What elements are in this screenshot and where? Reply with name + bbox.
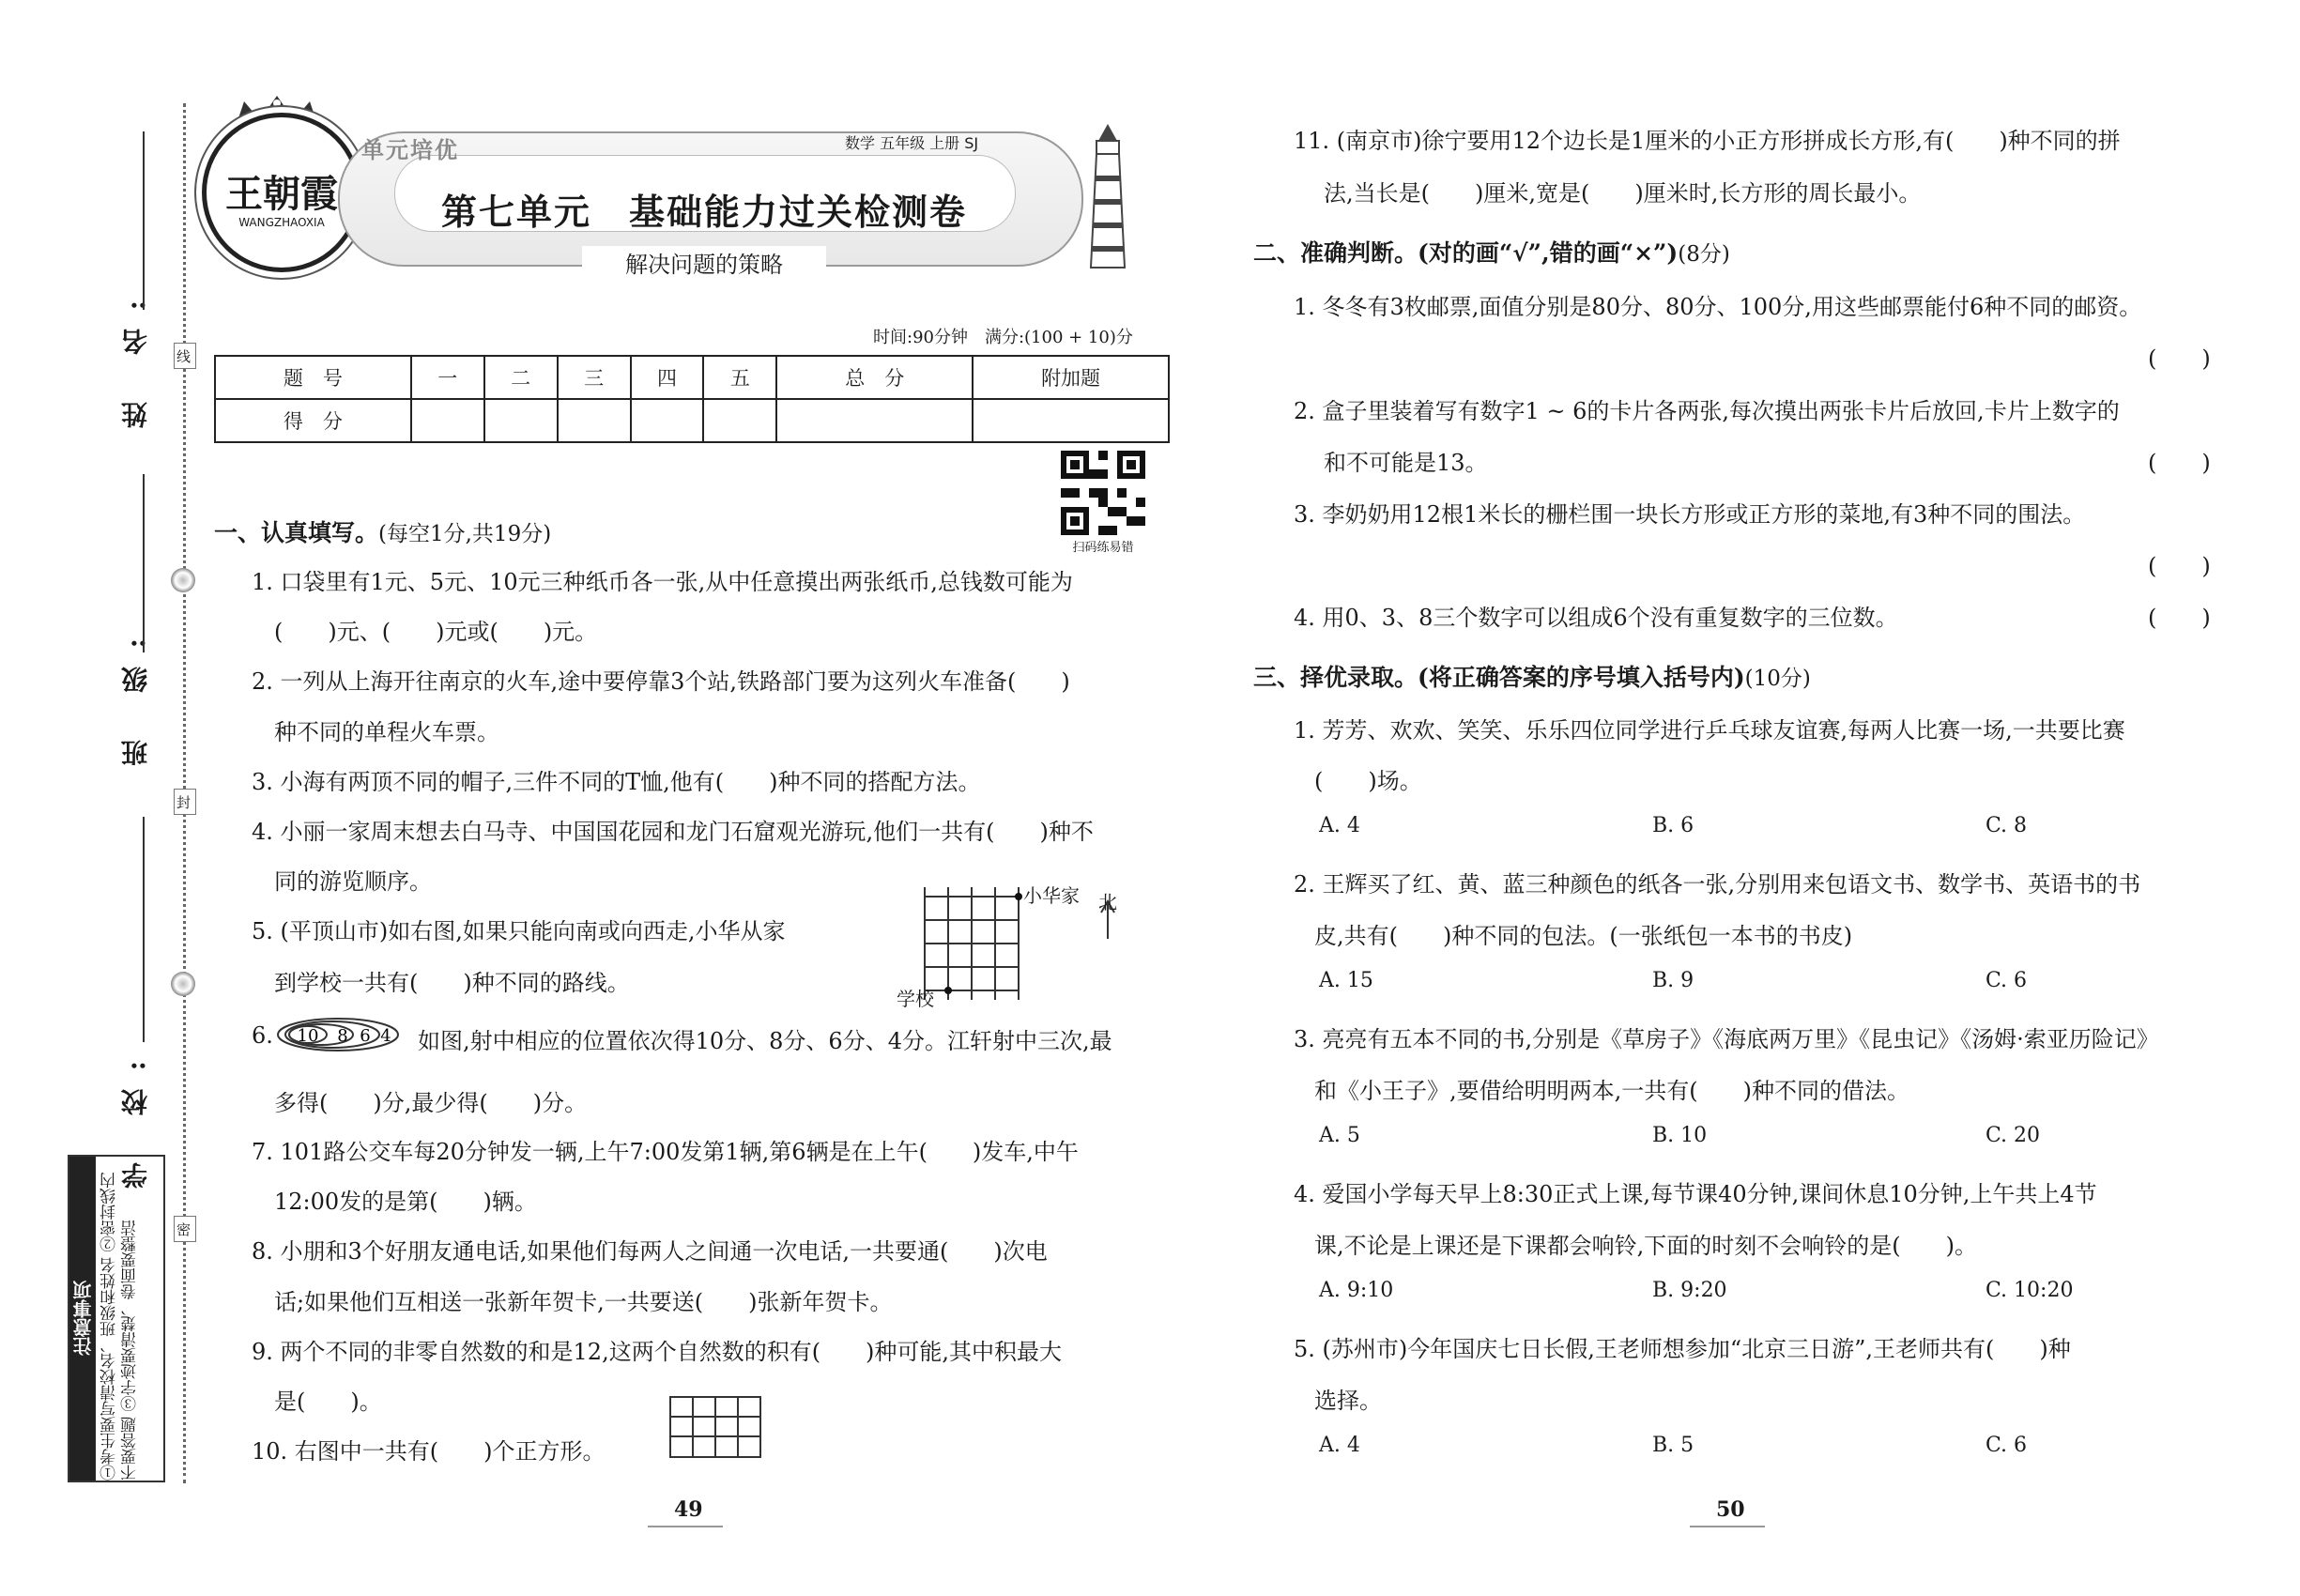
question-text: 2. 盒子里装着写有数字1 ~ 6的卡片各两张,每次摸出两张卡片后放回,卡片上数字的	[1294, 398, 2120, 424]
section-2-label: 二、准确判断。(对的画“√”,错的画“×”)	[1253, 239, 1679, 267]
question-text: 如图,射中相应的位置依次得10分、8分、6分、4分。江轩射中三次,最	[418, 1028, 1112, 1054]
choice-option[interactable]: A. 4	[1319, 1434, 1360, 1457]
question-text: 3. 小海有两顶不同的帽子,三件不同的T恤,他有( )种不同的搭配方法。	[252, 769, 981, 795]
choice-option[interactable]: A. 5	[1319, 1124, 1360, 1147]
choice-option[interactable]: B. 6	[1652, 814, 1694, 837]
question-text: 2. 王辉买了红、黄、蓝三种颜色的纸各一张,分别用来包语文书、数学书、英语书的书	[1294, 871, 2141, 898]
score-cell[interactable]	[558, 399, 631, 442]
question-text: 1. 芳芳、欢欢、笑笑、乐乐四位同学进行乒乓球友谊赛,每两人比赛一场,一共要比赛	[1294, 717, 2125, 744]
qr-code-icon[interactable]	[1061, 451, 1145, 535]
question-text: ( )元、( )元或( )元。	[274, 619, 598, 645]
score-cell[interactable]	[703, 399, 776, 442]
square-grid-figure	[668, 1395, 762, 1459]
question-text: 皮,共有( )种不同的包法。(一张纸包一本书的书皮)	[1314, 923, 1853, 949]
target-label: 8	[337, 1026, 348, 1046]
section-1-points: (每空1分,共19分)	[378, 522, 552, 546]
score-header-cell: 三	[558, 356, 631, 399]
question-text: 是( )。	[274, 1389, 382, 1415]
choice-option[interactable]: B. 9	[1652, 969, 1694, 992]
subject-meta: 数学 五年级 上册 SJ	[845, 134, 979, 152]
section-3-label: 三、择优录取。(将正确答案的序号填入括号内)	[1253, 664, 1745, 691]
question-text: 法,当长是( )厘米,宽是( )厘米时,长方形的周长最小。	[1324, 180, 1922, 207]
question-text: 12:00发的是第( )辆。	[274, 1189, 537, 1215]
question-text: 课,不论是上课还是下课都会响铃,下面的时刻不会响铃的是( )。	[1314, 1233, 1977, 1259]
question-text: 3. 亮亮有五本不同的书,分别是《草房子》《海底两万里》《昆虫记》《汤姆·索亚历险记》	[1294, 1026, 2159, 1052]
section-2-title	[1253, 235, 1730, 269]
binding-ring-icon	[171, 568, 195, 592]
binding-ring-icon	[171, 972, 195, 996]
question-text: 4. 爱国小学每天早上8:30正式上课,每节课40分钟,课间休息10分钟,上午共上4节	[1294, 1181, 2097, 1207]
logo-name: 王朝霞	[225, 172, 338, 216]
question-text: 到学校一共有( )种不同的路线。	[274, 970, 630, 996]
target-label: 4	[380, 1026, 391, 1046]
notice-title: 注意事项	[69, 1157, 96, 1481]
page-ornament	[648, 1526, 723, 1527]
choice-option[interactable]: A. 15	[1319, 969, 1373, 992]
question-text: 多得( )分,最少得( )分。	[274, 1090, 588, 1116]
seal-mark-close: 密	[174, 1216, 196, 1242]
score-header-cell: 一	[411, 356, 484, 399]
seal-mark-seal: 封	[174, 789, 196, 815]
score-value-row	[215, 399, 1169, 442]
score-header-cell: 五	[703, 356, 776, 399]
question-text: 1. 口袋里有1元、5元、10元三种纸币各一张,从中任意摸出两张纸币,总钱数可能为	[252, 569, 1073, 595]
class-label: 班 级:	[120, 620, 151, 767]
map-home-label: 小华家	[1023, 884, 1080, 907]
question-text: 4. 用0、3、8三个数字可以组成6个没有重复数字的三位数。	[1294, 605, 1898, 631]
target-label: 10	[297, 1026, 319, 1046]
seal-mark-line: 线	[174, 343, 196, 369]
score-header-row	[215, 356, 1169, 399]
answer-paren[interactable]: ( )	[2148, 605, 2211, 631]
choice-option[interactable]: A. 4	[1319, 814, 1360, 837]
page-ornament	[1690, 1526, 1765, 1527]
question-text: 7. 101路公交车每20分钟发一辆,上午7:00发第1辆,第6辆是在上午( )发车,中午	[252, 1139, 1079, 1165]
question-text: 5. (平顶山市)如右图,如果只能向南或向西走,小华从家	[252, 918, 786, 944]
page-title: 第七单元 基础能力过关检测卷	[440, 192, 967, 233]
question-text: 4. 小丽一家周末想去白马寺、中国国花园和龙门石窟观光游玩,他们一共有( )种不	[252, 819, 1094, 845]
choice-option[interactable]: C. 8	[1986, 814, 2028, 837]
score-row-label: 得 分	[215, 399, 411, 442]
qr-caption: 扫码练易错	[1072, 541, 1134, 555]
page-subtitle: 解决问题的策略	[582, 246, 826, 279]
name-blank[interactable]	[143, 131, 145, 310]
choice-option[interactable]: C. 20	[1986, 1124, 2041, 1147]
section-3-title	[1253, 659, 1811, 693]
section-1-title	[214, 514, 551, 548]
question-text: 10. 右图中一共有( )个正方形。	[252, 1438, 606, 1465]
score-cell[interactable]	[484, 399, 558, 442]
map-north-label: 北	[1098, 891, 1117, 913]
question-text: 8. 小朋和3个好朋友通电话,如果他们每两人之间通一次电话,一共要通( )次电	[252, 1238, 1048, 1265]
score-cell[interactable]	[973, 399, 1169, 442]
answer-paren[interactable]: ( )	[2148, 553, 2211, 579]
question-text: 1. 冬冬有3枚邮票,面值分别是80分、80分、100分,用这些邮票能付6种不同的邮资。	[1294, 294, 2142, 320]
notice-box	[68, 1155, 165, 1482]
question-text: ( )场。	[1314, 768, 1422, 794]
choice-option[interactable]: B. 5	[1652, 1434, 1694, 1457]
score-header-cell: 二	[484, 356, 558, 399]
section-3-points: (10分)	[1744, 667, 1811, 691]
score-cell[interactable]	[776, 399, 973, 442]
score-header-cell: 总 分	[776, 356, 973, 399]
choice-option[interactable]: B. 10	[1652, 1124, 1708, 1147]
notice-text: ①考生要写清校名、班级和姓名 ②密封线内不要答题 ③字迹要清楚、卷面要整洁	[100, 1172, 140, 1481]
question-text: 话;如果他们互相送一张新年贺卡,一共要送( )张新年贺卡。	[274, 1289, 893, 1315]
answer-paren[interactable]: ( )	[2148, 345, 2211, 372]
time-score-info: 时间:90分钟 满分:(100 + 10)分	[873, 328, 1133, 347]
target-figure	[274, 1016, 406, 1053]
score-table	[214, 355, 1170, 443]
choice-option[interactable]: C. 6	[1986, 969, 2028, 992]
name-label: 姓 名:	[120, 282, 151, 429]
question-text: 和《小王子》,要借给明明两本,一共有( )种不同的借法。	[1314, 1078, 1909, 1104]
question-text: 和不可能是13。	[1324, 450, 1488, 476]
score-cell[interactable]	[411, 399, 484, 442]
choice-option[interactable]: B. 9:20	[1652, 1279, 1727, 1302]
page-number-right: 50	[1716, 1497, 1745, 1522]
score-cell[interactable]	[631, 399, 704, 442]
question-text: 5. (苏州市)今年国庆七日长假,王老师想参加“北京三日游”,王老师共有( )种	[1294, 1336, 2071, 1362]
page-number-left: 49	[674, 1497, 703, 1522]
answer-paren[interactable]: ( )	[2148, 450, 2211, 476]
target-label: 6	[360, 1026, 371, 1046]
score-header-cell: 附加题	[973, 356, 1169, 399]
question-text: 同的游览顺序。	[274, 868, 432, 895]
class-blank[interactable]	[143, 474, 145, 652]
map-school-label: 学校	[897, 988, 934, 1010]
logo-subtext: WANGZHAOXIA	[238, 216, 325, 229]
question-text: 2. 一列从上海开往南京的火车,途中要停靠3个站,铁路部门要为这列火车准备( )	[252, 668, 1070, 695]
score-header-cell: 题 号	[215, 356, 411, 399]
series-tag: 单元培优	[361, 137, 459, 163]
question-text: 选择。	[1314, 1388, 1382, 1414]
school-label: 学 校:	[120, 1042, 151, 1189]
school-blank[interactable]	[143, 817, 145, 1042]
section-1-label: 一、认真填写。	[214, 519, 379, 546]
score-header-cell: 四	[631, 356, 704, 399]
choice-option[interactable]: C. 6	[1986, 1434, 2028, 1457]
choice-option[interactable]: C. 10:20	[1986, 1279, 2074, 1302]
question-text: 3. 李奶奶用12根1米长的栅栏围一块长方形或正方形的菜地,有3种不同的围法。	[1294, 501, 2086, 528]
question-text: 9. 两个不同的非零自然数的和是12,这两个自然数的积有( )种可能,其中积最大	[252, 1339, 1063, 1365]
choice-option[interactable]: A. 9:10	[1319, 1279, 1394, 1302]
section-2-points: (8分)	[1678, 242, 1730, 267]
question-text: 11. (南京市)徐宁要用12个边长是1厘米的小正方形拼成长方形,有( )种不同的拼	[1294, 128, 2121, 154]
question-text: 种不同的单程火车票。	[274, 719, 499, 745]
lighthouse-icon	[1080, 122, 1136, 272]
question-number: 6.	[252, 1022, 273, 1049]
